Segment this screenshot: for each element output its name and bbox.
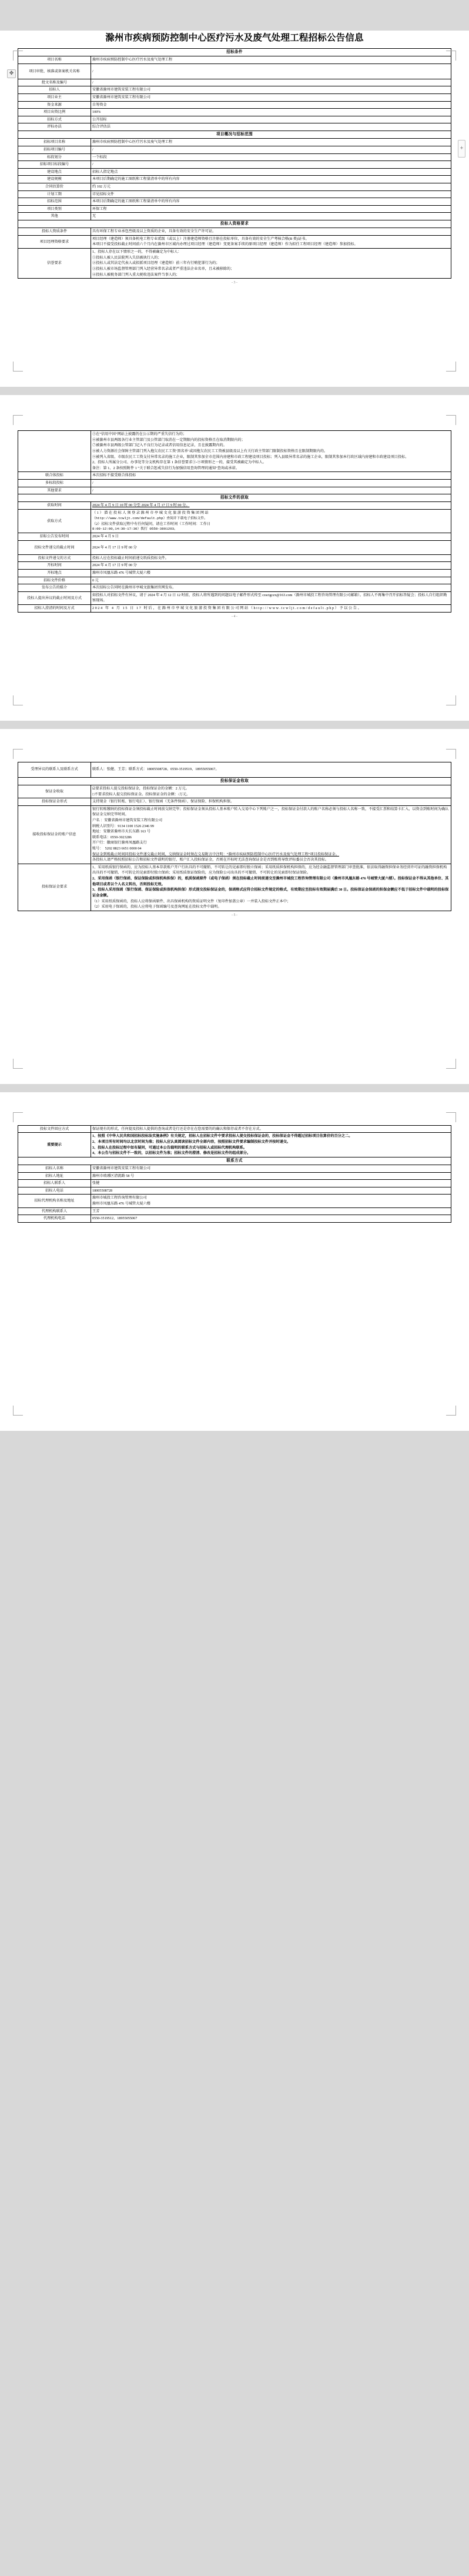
row-value: 本项目后期确定的施工图纸和工程量清单中的所有内容 bbox=[91, 176, 451, 183]
table-row bbox=[18, 190, 451, 198]
section-header-row bbox=[18, 131, 451, 139]
row-value: 0 元 bbox=[91, 577, 451, 584]
row-value: 滁州市琅琊区清流路 58 号 bbox=[91, 1172, 451, 1180]
table-row bbox=[18, 864, 451, 911]
deposit-account-no: 账号： 5202 8823 6651 0000 04 bbox=[92, 847, 142, 851]
row-value: 详见招标文件 bbox=[91, 190, 451, 198]
table-row bbox=[18, 139, 451, 146]
row-value: 张健 bbox=[91, 1180, 451, 1187]
table-row bbox=[18, 213, 451, 220]
table-row bbox=[18, 487, 451, 494]
table-row bbox=[18, 805, 451, 864]
table-row bbox=[18, 479, 451, 487]
row-label: 批文名称及编号 bbox=[18, 79, 91, 86]
row-label: 代理机构电话 bbox=[18, 1215, 91, 1223]
row-value: 安徽省滁州市建筑安装工程有限公司 bbox=[91, 86, 451, 94]
row-value bbox=[91, 235, 451, 248]
row-label: 招标项目编号 bbox=[18, 146, 91, 153]
row-label: 招标人电话 bbox=[18, 1187, 91, 1195]
table-row bbox=[18, 577, 451, 584]
page-3 bbox=[0, 729, 469, 1084]
pm-line: 本项目不接受投标截止时间前六个月内在滁州市区域内办理过项目经理（建造师）变更备案手续的原项目经理（建造师）作为拟任工程项目经理（建造师）参加投标。 bbox=[92, 242, 358, 247]
row-label: 保证金收取 bbox=[18, 785, 91, 798]
row-label: 招标项目名称 bbox=[18, 139, 91, 146]
section-project-overview: 项目概况与招标范围 bbox=[18, 131, 451, 139]
row-label: 其他要求 bbox=[18, 487, 91, 494]
contact-table bbox=[18, 1125, 451, 1223]
row-label: 获取方式 bbox=[18, 510, 91, 533]
guarantee-line: 1、采用纸质银行保函的，应为投标人基本存款账户开户行出具的不可撤销、不可转让的见索即付独立保函；采用纸质担保机构担保的，应为经金融监督管理部门审查批准，依法取得融资担保业务经营许可证的融资担保机构出具的不可撤销、不可转让的见索即付独立保函；采用纸质保证保险的，应为保险公司出具的不可撤销、不可转让的见索即付保证保险。 bbox=[92, 865, 447, 875]
page-bottom-margin bbox=[18, 917, 451, 1070]
table-row bbox=[18, 205, 451, 213]
row-value: 自筹资金 bbox=[91, 101, 451, 109]
table-row bbox=[18, 63, 451, 79]
page-title: 滁州市疾病预防控制中心医疗污水及废气处理工程招标公告信息 bbox=[105, 33, 364, 43]
row-value: 具有环保工程专业承包叁级及以上资质的企业，具备有效的安全生产许可证。 bbox=[91, 228, 451, 236]
table-row bbox=[18, 198, 451, 206]
table-row bbox=[18, 1207, 451, 1215]
row-value bbox=[91, 864, 451, 911]
table-row bbox=[18, 605, 451, 613]
guarantee-line: 3、投标人采用保函（银行保函、保证保险或担保机构担保）形式提交投标保证金的，保函格式应符合招标文件规定的格式，有效期应至投标有效期届满后 30 日。投标保证金保函的担保金额应不低于招标文件中载明的投标保证金金额。 bbox=[92, 888, 449, 898]
row-value: 滁州市疾病预防控制中心医疗污水及废气处理工程 bbox=[91, 56, 451, 64]
row-value: 无 bbox=[91, 213, 451, 220]
credit-line: ⑥被滁州市县两级各行业主管部门及公管部门取消在一定期限内的投标资格且在取消期限内的； bbox=[92, 437, 245, 442]
agency-address: 滁州市凤凰东路 476 号城管大厦六楼 bbox=[92, 1202, 150, 1206]
credit-line: 2、投标人所属分公司、办事处等分支机构存在第 1 条信誉要求①-⑨项情形之一的，接受其被确定为中标人。 bbox=[92, 460, 266, 465]
table-row bbox=[18, 1172, 451, 1180]
table-row bbox=[18, 540, 451, 554]
guarantee-line: （1）采用纸质保函的，投标人应将保函原件、出具保函机构的资质证明文件（复印件加盖公章）一并装入投标文件正本中； bbox=[92, 899, 291, 904]
deposit-tax-id: 纳税人识别号：9134 1100 1526 2346 99 bbox=[92, 824, 154, 828]
important-line: 4、本公告与招标文件不一致的，以招标文件为准；招标文件的澄清、修改是招标文件的组成部分。 bbox=[92, 1151, 251, 1156]
row-label: 招标方式 bbox=[18, 116, 91, 123]
table-row bbox=[18, 785, 451, 798]
table-row bbox=[18, 762, 451, 777]
section-contact: 联系方式 bbox=[18, 1157, 451, 1165]
table-row bbox=[18, 1187, 451, 1195]
row-value: 如投标人对招标文件有异议，请于 2024 年 4 月 12 日 12 时前，投标人将所遇到的问题以电子邮件形式传至 czsctgczx@163.com（滁州市城投工程咨询管理有限公司邮箱）。招标人不再集中召开招标答疑会；投标人自行组织勘察现场。 bbox=[91, 591, 451, 604]
qualifications-continued-table bbox=[18, 430, 451, 613]
row-label: 投标人资质条件 bbox=[18, 228, 91, 236]
row-value bbox=[91, 1195, 451, 1207]
row-value: 保证现有的形式，任何提及投标人提供的查询或者是行还是存在在您需要的的确认和保存或者不存在方式。 bbox=[91, 1125, 451, 1133]
table-row bbox=[18, 472, 451, 480]
row-label: 项目出资比例 bbox=[18, 109, 91, 116]
row-value: / bbox=[91, 161, 451, 169]
row-value: 投标人应在投标截止时间前递交纸质投标文件。 bbox=[91, 554, 451, 562]
row-value: 本项目后期确定的施工图纸和工程量清单中的所有内容 bbox=[91, 198, 451, 206]
row-value: / bbox=[91, 79, 451, 86]
row-label: 发布公告的媒介 bbox=[18, 584, 91, 592]
row-label: 招标人联系人 bbox=[18, 1180, 91, 1187]
guarantee-line: （2）采用电子保函的，投标人应将电子保函编号及查询网址在投标文件中载明。 bbox=[92, 905, 222, 909]
row-label: 招标公告发布时间 bbox=[18, 533, 91, 541]
credit-line: 备注：第 1、2 条按照附件 1 “关于联合惩戒失信行为加强信用查询管理的通知”查询或承诺。 bbox=[92, 466, 239, 470]
row-value: 公开招标 bbox=[91, 116, 451, 123]
page-number: - 4 - bbox=[232, 614, 237, 618]
crop-mark-top-left bbox=[13, 1112, 23, 1122]
important-line: 3、投标人在投标过程中如有疑问，可通过本公告载明的联系方式与招标人或招标代理机构联系。 bbox=[92, 1145, 247, 1150]
row-label: 开标时间 bbox=[18, 562, 91, 570]
table-row bbox=[18, 249, 451, 279]
credit-line: 1、投标人存在以下情形之一的，不得被确定为中标人： bbox=[92, 250, 182, 255]
table-move-handle-icon[interactable]: ✥ bbox=[7, 69, 16, 78]
row-value: 招标人指定地点 bbox=[91, 168, 451, 176]
bid-conditions-table bbox=[18, 48, 451, 279]
row-label: 投标文件递交的截止时间 bbox=[18, 540, 91, 554]
row-label: 项目审批、核准或备案机关名称 bbox=[18, 63, 91, 79]
deposit-account-name: 户名 ：安徽省滁州市建筑安装工程有限公司 bbox=[92, 818, 163, 822]
row-label: 代理机构联系人 bbox=[18, 1207, 91, 1215]
acquisition-line: （1）潜在投标人须登录滁州市亭城文化旅游投资集团网站 bbox=[92, 511, 210, 516]
row-value: / bbox=[91, 487, 451, 494]
table-row bbox=[18, 591, 451, 604]
section-header-row bbox=[18, 1157, 451, 1165]
row-value: 18005508728 bbox=[91, 1187, 451, 1195]
table-row bbox=[18, 153, 451, 161]
row-value: 一个标段 bbox=[91, 153, 451, 161]
row-label: 计划工期 bbox=[18, 190, 91, 198]
credit-line: ⑦被滁州市县两级公管部门记入不良行为记录或者信用信息记录，且在披露期内的。 bbox=[92, 443, 227, 448]
row-label: 项目类别 bbox=[18, 205, 91, 213]
section-header-row bbox=[18, 49, 451, 56]
table-row bbox=[18, 510, 451, 533]
deposit-warning: 各投标人请严格按照招标公告和招标文件载明的银行、账户汇入投标保证金，否则在开标时无法查询保证金是否到账将导致评标委员会否决其投标。 bbox=[92, 858, 329, 862]
row-value: 2024 年 4 月 9 日 bbox=[91, 533, 451, 541]
page-4 bbox=[0, 1092, 469, 1431]
table-row bbox=[18, 431, 451, 472]
table-row bbox=[18, 1165, 451, 1172]
document-root bbox=[0, 31, 469, 1431]
section-header-row bbox=[18, 220, 451, 228]
acquisition-url-line: （http://www.tcwljt.com/default.php）查阅并下载电子招标文件。 bbox=[92, 516, 207, 520]
table-row bbox=[18, 168, 451, 176]
row-label: 资金来源 bbox=[18, 101, 91, 109]
row-value: 滁州市凤凰东路 476 号城管大厦六楼 bbox=[91, 570, 451, 577]
table-row bbox=[18, 1125, 451, 1133]
deposit-phone: 联系电话：0550-3023286 bbox=[92, 835, 132, 839]
deposit-table bbox=[18, 762, 451, 911]
page-bottom-margin bbox=[18, 618, 451, 707]
row-value: / bbox=[91, 146, 451, 153]
row-value: / bbox=[91, 63, 451, 79]
row-label: 获取时间 bbox=[18, 502, 91, 510]
crop-mark-top-left bbox=[13, 415, 23, 425]
section-bid-conditions: 招标条件 bbox=[18, 49, 451, 56]
row-value: 联系人：张健、王芳；联系方式：18005508728、0550-3519519、18955055067。 bbox=[91, 762, 451, 777]
crop-mark-top-right bbox=[446, 1112, 456, 1122]
table-row bbox=[18, 161, 451, 169]
row-label: 招标文件价格 bbox=[18, 577, 91, 584]
row-label: 合同估算价 bbox=[18, 183, 91, 190]
row-label: 招标人澄清的时间及方式 bbox=[18, 605, 91, 613]
table-row bbox=[18, 79, 451, 86]
row-value: 安徽省滁州市建筑安装工程有限公司 bbox=[91, 94, 451, 102]
row-label: 标段划分 bbox=[18, 153, 91, 161]
row-label: 信誉要求 bbox=[18, 249, 91, 279]
deposit-address: 地址：安徽省滁州市天长东路 163 号 bbox=[92, 829, 150, 834]
row-label: 建设地点 bbox=[18, 168, 91, 176]
row-value: 约 102 万元 bbox=[91, 183, 451, 190]
deposit-checkbox-checked[interactable]: ☑要求投标人提交投标保证金，投标保证金的金额：2 万元。 bbox=[92, 786, 189, 791]
page-2 bbox=[0, 395, 469, 721]
page-1 bbox=[0, 31, 469, 387]
table-row bbox=[18, 570, 451, 577]
row-value: / bbox=[91, 479, 451, 487]
row-value: 综合评估法 bbox=[91, 123, 451, 131]
row-value bbox=[91, 1133, 451, 1157]
table-row bbox=[18, 1195, 451, 1207]
page-number: - 3 - bbox=[232, 281, 237, 285]
table-row bbox=[18, 146, 451, 153]
row-label: 投标文件回应方式 bbox=[18, 1125, 91, 1133]
row-label: 其他 bbox=[18, 213, 91, 220]
row-value: 2024 年 4 月 17 日 9 时 00 分 bbox=[91, 540, 451, 554]
row-label-empty bbox=[18, 431, 91, 472]
credit-line: ⑧被人力资源社会保障主管部门列入拖欠农民工工资‘黑名单’或因拖欠农民工工资被县级及以上有关行政主管部门限制投标资格且在限制期限内的。 bbox=[92, 449, 328, 453]
row-value: 2024 年 4 月 9 日 10 时 00 分至 2024 年 4 月 17 日 9 时 00 分。 bbox=[91, 502, 451, 510]
row-label: 招标项目标段编号 bbox=[18, 161, 91, 169]
credit-line: ③投标人被市场监督管理部门列入经营异常名录或者严重违法企业名单，且未被移除的； bbox=[92, 266, 235, 271]
table-row bbox=[18, 235, 451, 248]
section-bidder-qualifications: 投标人资格要求 bbox=[18, 220, 451, 228]
row-label: 招标代理机构名称及地址 bbox=[18, 1195, 91, 1207]
row-value bbox=[91, 805, 451, 864]
deposit-memo-note: 保证金到账截止时间同投标文件递交截止时间，交纳保证金时须在交易附言中注明：“滁州市疾病预防控制中心医疗污水及废气处理工程”项目投标保证金。 bbox=[92, 852, 340, 857]
row-label: 受理异议的联系人及联系方式 bbox=[18, 762, 91, 777]
row-label: 项目经理资格要求 bbox=[18, 235, 91, 248]
row-label: 接收投标保证金的账户信息 bbox=[18, 805, 91, 864]
row-value: 安徽省滁州市建筑安装工程有限公司 bbox=[91, 1165, 451, 1172]
table-row bbox=[18, 1215, 451, 1223]
table-row bbox=[18, 228, 451, 236]
table-row bbox=[18, 554, 451, 562]
row-value: 王芳 bbox=[91, 1207, 451, 1215]
page-bottom-margin bbox=[18, 285, 451, 373]
deposit-intro: 银行转账缴纳的投标保证金须投标截止时间前交纳完毕；投标保证金须从投标人基本账户转入交易中心下列账户之一，投标保证金付款人的账户名称必须与投标人名称一致，不接受汇票和结算卡汇入，以资金到账时间为确认保证金交纳完毕时间。 bbox=[92, 807, 449, 817]
acquisition-phone-line: 8:00-12:00,14:30-17:30）拨打 0550-3801203。 bbox=[92, 527, 177, 531]
pm-line: 项目经理（建造师）须具备机电工程专业贰级（或以上）注册建造师资格且注册在投标单位，具备有效的安全生产考核合格(B 类)证书。 bbox=[92, 236, 309, 241]
credit-line: ⑤在“信用中国”网站上披露仍在公示期的严重失信行为的； bbox=[92, 432, 187, 437]
row-label: 建设规模 bbox=[18, 176, 91, 183]
table-row bbox=[18, 101, 451, 109]
row-label: 招标人地址 bbox=[18, 1172, 91, 1180]
row-label: 项目业主 bbox=[18, 94, 91, 102]
agency-name: 滁州市城投工程咨询管理有限公司 bbox=[92, 1196, 147, 1200]
row-value bbox=[91, 510, 451, 533]
row-label: 投标保证金要求 bbox=[18, 864, 91, 911]
page-bottom-margin bbox=[18, 1223, 451, 1417]
row-label: 开标地点 bbox=[18, 570, 91, 577]
table-row bbox=[18, 183, 451, 190]
row-label: 多标段投标 bbox=[18, 479, 91, 487]
crop-mark-top-right bbox=[446, 415, 456, 425]
row-label: 招标人名称 bbox=[18, 1165, 91, 1172]
table-row bbox=[18, 109, 451, 116]
row-label: 联合体投标 bbox=[18, 472, 91, 480]
table-row bbox=[18, 116, 451, 123]
important-line: 2、本项目所有时间均以北京时间为准；投标人应认真阅读招标文件全部内容，按照招标文件要求编制投标文件并按时递交。 bbox=[92, 1139, 291, 1144]
table-row bbox=[18, 798, 451, 806]
table-resize-handle-icon[interactable]: + bbox=[458, 140, 465, 158]
page-number: - 5 - bbox=[232, 913, 237, 917]
table-row bbox=[18, 176, 451, 183]
row-label: 投标文件递交的方式 bbox=[18, 554, 91, 562]
row-value: 支持现金（银行转账、银行电汇）、银行保函（无条件保函）、保证保险、担保机构担保。 bbox=[91, 798, 451, 806]
guarantee-line: 2、采用保函（银行保函、保证保险或担保机构担保）的，纸质保函原件（或电子保函）须在投标截止时间前递交至滁州市城投工程咨询管理有限公司（滁州市凤凰东路 476 号城管大厦六楼）。投标保证金不得从其他单位、其他项目或者以个人名义转出，否则投标无效。 bbox=[92, 876, 449, 886]
row-label: 招标范围 bbox=[18, 198, 91, 206]
crop-mark-top-left bbox=[13, 749, 23, 759]
section-header-row bbox=[18, 777, 451, 785]
row-value bbox=[91, 431, 451, 472]
table-row bbox=[18, 502, 451, 510]
row-label: 投标人提出异议的截止时间及方式 bbox=[18, 591, 91, 604]
table-row bbox=[18, 562, 451, 570]
row-value: 100% bbox=[91, 109, 451, 116]
row-value: 2024 年 4 月 15 日 17 时后，在滁州市亭城文化旅游投资集团有限公司网站（http://www.tcwljt.com/default.php）予以公告。 bbox=[91, 605, 451, 613]
table-row bbox=[18, 123, 451, 131]
row-value: 滁州市疾病预防控制中心医疗污水及废气处理工程 bbox=[91, 139, 451, 146]
table-row bbox=[18, 533, 451, 541]
row-label: 项目名称 bbox=[18, 56, 91, 64]
row-label: 评标办法 bbox=[18, 123, 91, 131]
important-line: 1、按照《中华人民共和国招标投标法实施条例》有关规定，招标人在招标文件中要求投标人提交投标保证金的，投标保证金不得超过招标项目估算价的百分之二。 bbox=[92, 1134, 353, 1139]
row-value: 环保工程 bbox=[91, 205, 451, 213]
table-row bbox=[18, 1180, 451, 1187]
section-deposit-collection: 投标保证金收取 bbox=[18, 777, 451, 785]
row-value: 0550-3519512、18955055067 bbox=[91, 1215, 451, 1223]
table-row bbox=[18, 56, 451, 64]
row-value bbox=[91, 249, 451, 279]
table-row bbox=[18, 584, 451, 592]
deposit-checkbox-unchecked[interactable]: □不要求投标人提交投标保证金。投标保证金的金额：/万元。 bbox=[92, 792, 190, 797]
table-row bbox=[18, 1133, 451, 1157]
section-doc-acquisition: 招标文件的获取 bbox=[18, 494, 451, 502]
crop-mark-top-right bbox=[446, 749, 456, 759]
row-value: 本次招标公告同时在滁州市亭城文旅集团官网发布。 bbox=[91, 584, 451, 592]
credit-line: ②投标人或其法定代表人或拟派项目经理（建造师）前三年有行贿犯罪行为的； bbox=[92, 261, 220, 266]
row-label: 重要提示 bbox=[18, 1133, 91, 1157]
table-row bbox=[18, 94, 451, 102]
row-label: 招标人 bbox=[18, 86, 91, 94]
section-header-row bbox=[18, 494, 451, 502]
credit-line: ①投标人被人民法院列入失信被执行人的； bbox=[92, 255, 162, 260]
acquisition-line: （2）招标文件获取过程中有任何疑问，请在工作时间（工作时间：工作日 bbox=[92, 521, 211, 526]
row-value: 本次招标不接受联合体投标 bbox=[91, 472, 451, 480]
credit-line: ④投标人被税务部门列入重大税收违法案件当事人的； bbox=[92, 272, 180, 277]
row-value bbox=[91, 785, 451, 798]
row-label: 投标保证金形式 bbox=[18, 798, 91, 806]
credit-line: ⑨被列入省级、市级农民工工资支付异常名录的施工企业，限制其参加全市范围内房建和市政工程建设项目投标；列入县级异常名录的施工企业，限制其参加本行政区域内房建和市政建设项目投标。 bbox=[92, 454, 409, 459]
table-row bbox=[18, 86, 451, 94]
deposit-bank: 开户行：徽商银行滁州凤凰路支行 bbox=[92, 841, 147, 845]
row-value: 2024 年 4 月 17 日 9 时 00 分 bbox=[91, 562, 451, 570]
